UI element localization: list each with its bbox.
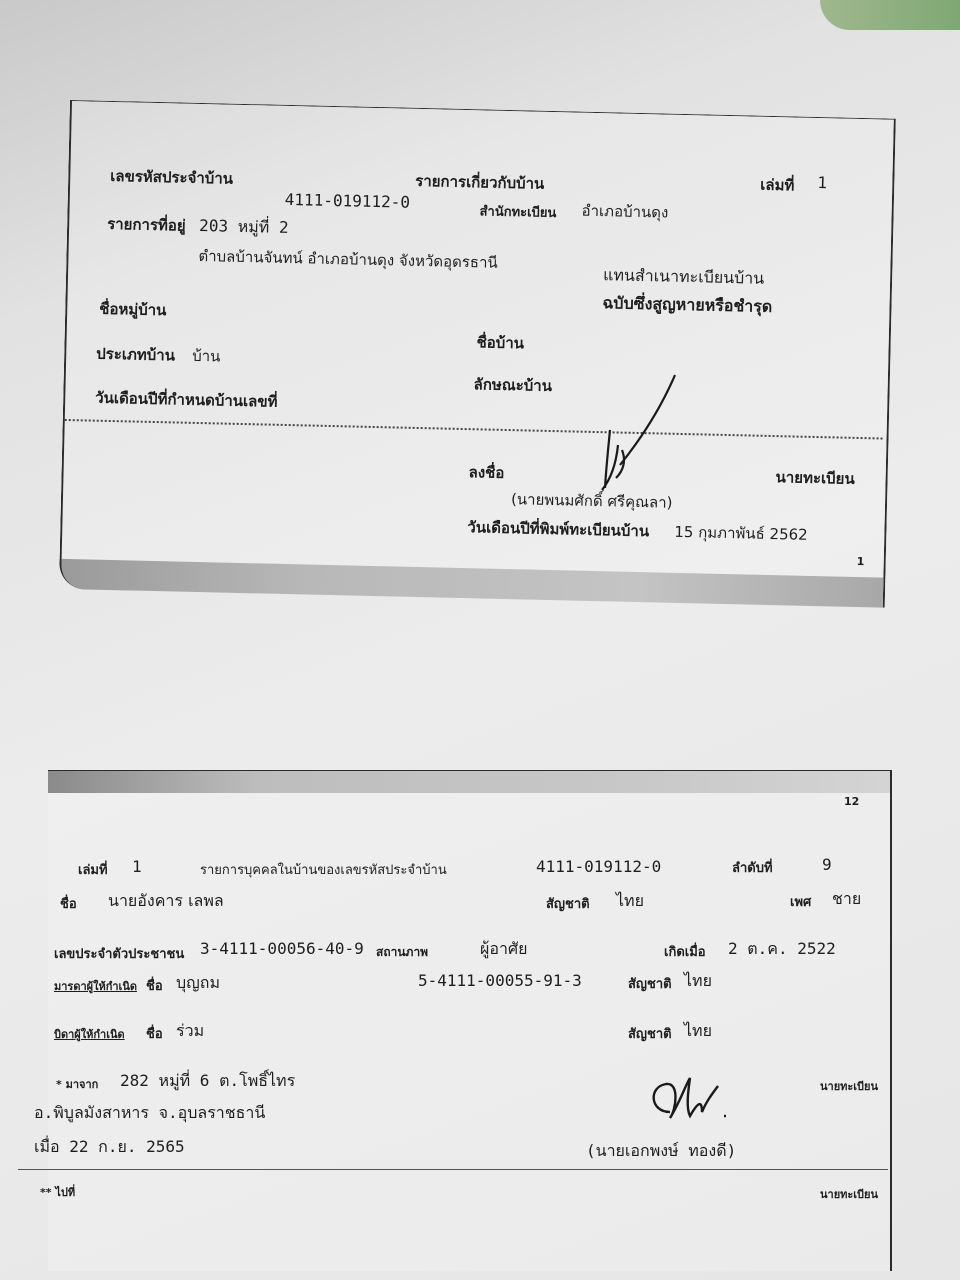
nationality: ไทย [616, 891, 644, 910]
father-name-label: ชื่อ [146, 1027, 163, 1042]
sex-label: เพศ [790, 895, 812, 910]
sequence-number: 9 [822, 855, 832, 874]
address-line-2: ตำบลบ้านจันทน์ อำเภอบ้านดุง จังหวัดอุดรธานี [198, 246, 498, 272]
registration-office-label: สำนักทะเบียน [479, 204, 557, 222]
dotted-divider [65, 419, 883, 440]
address-label: รายการที่อยู่ [106, 214, 186, 235]
replacement-note-line-2: ฉบับซึ่งสูญหายหรือชำรุด [602, 293, 773, 316]
father-label: บิดาผู้ให้กำเนิด [54, 1028, 125, 1041]
registrar-signature [580, 370, 690, 500]
registration-office: อำเภอบ้านดุง [581, 201, 669, 222]
registrar-title-2: นายทะเบียน [820, 1188, 879, 1201]
house-type: บ้าน [192, 346, 221, 366]
person-name: นายอังคาร เลพล [108, 891, 224, 910]
father-name: ร่วม [176, 1021, 205, 1040]
village-name-label: ชื่อหมู่บ้าน [99, 299, 167, 320]
volume-label: เล่มที่ [78, 863, 108, 878]
person-card-title: รายการบุคคลในบ้านของเลขรหัสประจำบ้าน [200, 863, 447, 878]
house-card-title: รายการเกี่ยวกับบ้าน [415, 171, 545, 193]
sequence-label: ลำดับที่ [732, 861, 773, 876]
moved-from-label: * มาจาก [56, 1078, 99, 1091]
house-type-label: ประเภทบ้าน [96, 344, 176, 365]
registrar-name: (นายเอกพงษ์ ทองดี) [586, 1141, 737, 1160]
mother-nationality-label: สัญชาติ [628, 977, 672, 992]
page-number: 12 [844, 795, 860, 808]
page-number: 1 [856, 554, 865, 569]
house-name-label: ชื่อบ้าน [476, 333, 525, 353]
house-code: 4111-019112-0 [284, 189, 411, 212]
moved-from-line-3: เมื่อ 22 ก.ย. 2565 [34, 1137, 185, 1156]
sign-label: ลงชื่อ [468, 463, 505, 482]
address-line-1: 203 หมู่ที่ 2 [198, 215, 289, 237]
moved-from-line-2: อ.พิบูลมังสาหาร จ.อุบลราชธานี [34, 1103, 266, 1122]
house-details-card [59, 100, 896, 608]
volume-number: 1 [132, 857, 142, 876]
sex: ชาย [832, 889, 862, 908]
card-top-band [48, 771, 890, 793]
mother-citizen-id: 5-4111-00055-91-3 [418, 971, 582, 990]
citizen-id-label: เลขประจำตัวประชาชน [54, 947, 185, 962]
date-assigned-label: วันเดือนปีที่กำหนดบ้านเลขที่ [95, 388, 278, 411]
name-label: ชื่อ [60, 897, 77, 912]
birth-date-label: เกิดเมื่อ [664, 945, 706, 960]
moved-to-label: ** ไปที่ [40, 1186, 76, 1199]
house-character-label: ลักษณะบ้าน [473, 375, 553, 396]
mother-label: มารดาผู้ให้กำเนิด [54, 980, 137, 993]
birth-date: 2 ต.ค. 2522 [728, 939, 836, 958]
house-code: 4111-019112-0 [536, 857, 662, 876]
registrar-name: (นายพนมศักดิ์ ศรีคุณลา) [510, 490, 673, 512]
house-code-label: เลขรหัสประจำบ้าน [110, 166, 234, 188]
citizen-id: 3-4111-00056-40-9 [200, 939, 364, 958]
background-cloth [820, 0, 960, 30]
status-label: สถานภาพ [376, 945, 429, 959]
registrar-title-1: นายทะเบียน [820, 1080, 879, 1093]
replacement-note-line-1: แทนสำเนาทะเบียนบ้าน [602, 265, 765, 288]
divider-line [18, 1169, 888, 1170]
volume-number: 1 [817, 172, 828, 193]
father-nationality-label: สัญชาติ [628, 1027, 672, 1042]
father-nationality: ไทย [684, 1021, 712, 1040]
print-date: 15 กุมภาพันธ์ 2562 [674, 522, 808, 544]
residence-status: ผู้อาศัย [480, 939, 528, 958]
mother-name-label: ชื่อ [146, 979, 163, 994]
person-details-card [34, 770, 892, 1271]
nationality-label: สัญชาติ [546, 897, 590, 912]
registrar-signature-2 [640, 1072, 760, 1132]
mother-name: บุญถม [176, 973, 221, 992]
registrar-title: นายทะเบียน [775, 468, 855, 488]
moved-from-line-1: 282 หมู่ที่ 6 ต.โพธิ์ไทร [120, 1071, 296, 1090]
volume-label: เล่มที่ [760, 175, 795, 195]
mother-nationality: ไทย [684, 971, 712, 990]
print-date-label: วันเดือนปีที่พิมพ์ทะเบียนบ้าน [467, 518, 650, 541]
